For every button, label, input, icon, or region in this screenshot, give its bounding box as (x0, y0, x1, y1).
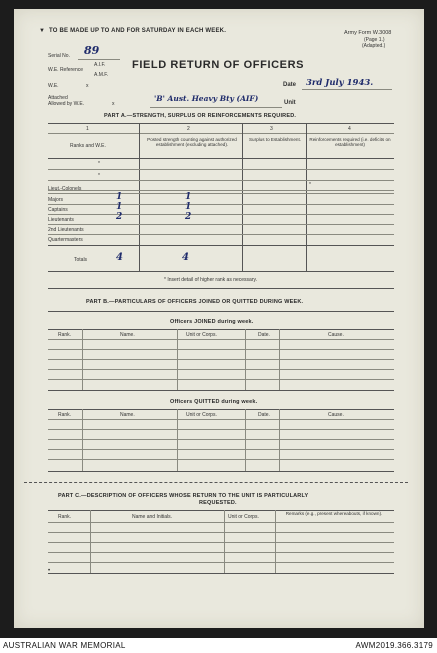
footer-right: AWM2019.366.3179 (355, 641, 433, 650)
part-c-col-remarks: Remarks (e.g., present whereabouts, if known). (285, 511, 383, 516)
rank-row-2nd-lieutenants: 2nd Lieutenants (48, 227, 84, 233)
quitted-col-name: Name. (120, 412, 135, 418)
rank-row-lieutenants: Lieutenants (48, 217, 74, 223)
totals-label: Totals (74, 257, 88, 263)
corner-mark: ▼ (39, 28, 45, 34)
captains-posted: 1 (185, 202, 192, 212)
form-number: Army Form W.3008 (344, 30, 392, 36)
joined-col-date: Date. (258, 332, 270, 338)
part-c-col-unit: Unit or Corps. (228, 514, 259, 520)
star-mark-3: * (309, 182, 311, 188)
part-a-footnote: * Insert detail of higher rank as necessary. (164, 277, 258, 283)
quitted-col-date: Date. (258, 412, 270, 418)
rank-row-captains: Captains (48, 207, 68, 213)
unit-value: 'B' Aust. Heavy Bty (AIF) (154, 94, 259, 103)
form-adapted: (Adapted.) (362, 43, 386, 49)
part-b-title: PART B.—PARTICULARS OF OFFICERS JOINED OR QUITTED DURING WEEK. (86, 299, 304, 305)
allowed-label: Allowed by W.E. (48, 101, 85, 107)
date-label: Date (283, 82, 297, 88)
col-number-3: 3 (270, 126, 273, 132)
totals-strength: 4 (116, 252, 123, 263)
col2-header: Posted strength counting against authorized establishment (excluding attached). (147, 137, 237, 148)
quitted-col-cause: Cause. (328, 412, 344, 418)
unit-label: Unit (284, 100, 296, 106)
we-x-mark: x (86, 83, 89, 89)
part-c-col-rank: Rank. (58, 514, 72, 520)
quitted-title: Officers QUITTED during week. (170, 399, 258, 405)
star-mark-1: * (98, 161, 100, 167)
part-c-col-name: Name and Initials. (132, 514, 173, 520)
serial-value: 89 (84, 44, 100, 57)
joined-col-unit: Unit or Corps. (186, 332, 217, 338)
amf-label: A.M.F. (94, 72, 109, 78)
rank-row-majors: Majors (48, 197, 64, 203)
quitted-col-rank: Rank. (58, 412, 72, 418)
col-number-1: 1 (86, 126, 89, 132)
allowed-x-mark: x (112, 101, 115, 107)
serial-label: Serial No. (48, 53, 70, 59)
joined-title: Officers JOINED during week. (170, 319, 254, 325)
col1-header: Ranks and W.E. (70, 143, 106, 149)
footer-left: AUSTRALIAN WAR MEMORIAL (3, 641, 126, 650)
star-mark-2: * (98, 173, 100, 179)
joined-col-rank: Rank. (58, 332, 72, 338)
part-c-title-line1: PART C.—DESCRIPTION OF OFFICERS WHOSE RETURN TO THE UNIT IS PARTICULARLY (58, 493, 309, 499)
corner-mark-bottom: • (48, 568, 51, 574)
rank-row-lt-colonels: Lieut.-Colonels (48, 186, 82, 192)
part-c-title-line2: REQUESTED. (199, 500, 237, 506)
col-number-2: 2 (187, 126, 190, 132)
form-title: FIELD RETURN OF OFFICERS (132, 59, 305, 71)
we-label: W.E. (48, 83, 59, 89)
archive-footer (0, 638, 437, 653)
joined-col-cause: Cause. (328, 332, 344, 338)
quitted-col-unit: Unit or Corps. (186, 412, 217, 418)
form-sheet (14, 9, 424, 628)
col-number-4: 4 (348, 126, 351, 132)
captains-strength: 1 (116, 202, 123, 212)
col4-header: Reinforcements required (i.e. deficits on establishment) (309, 137, 391, 148)
we-reference-label: W.E. Reference (48, 67, 84, 73)
form-page: (Page 1.) (364, 37, 385, 43)
part-a-title: PART A.—STRENGTH, SURPLUS OR REINFORCEMENTS REQUIRED. (104, 113, 297, 119)
instruction-text: TO BE MADE UP TO AND FOR SATURDAY IN EACH WEEK. (49, 28, 227, 34)
lieutenants-posted: 2 (185, 212, 192, 222)
date-value: 3rd July 1943. (306, 78, 374, 88)
col3-header: Surplus to Establishment. (248, 137, 302, 142)
aif-label: A.I.F. (94, 62, 106, 68)
majors-strength: 1 (116, 192, 123, 202)
joined-col-name: Name. (120, 332, 135, 338)
rank-row-quartermasters: Quartermasters (48, 237, 83, 243)
totals-posted: 4 (182, 252, 189, 263)
lieutenants-strength: 2 (116, 212, 123, 222)
attached-label: Attached (48, 95, 68, 101)
majors-posted: 1 (185, 192, 192, 202)
